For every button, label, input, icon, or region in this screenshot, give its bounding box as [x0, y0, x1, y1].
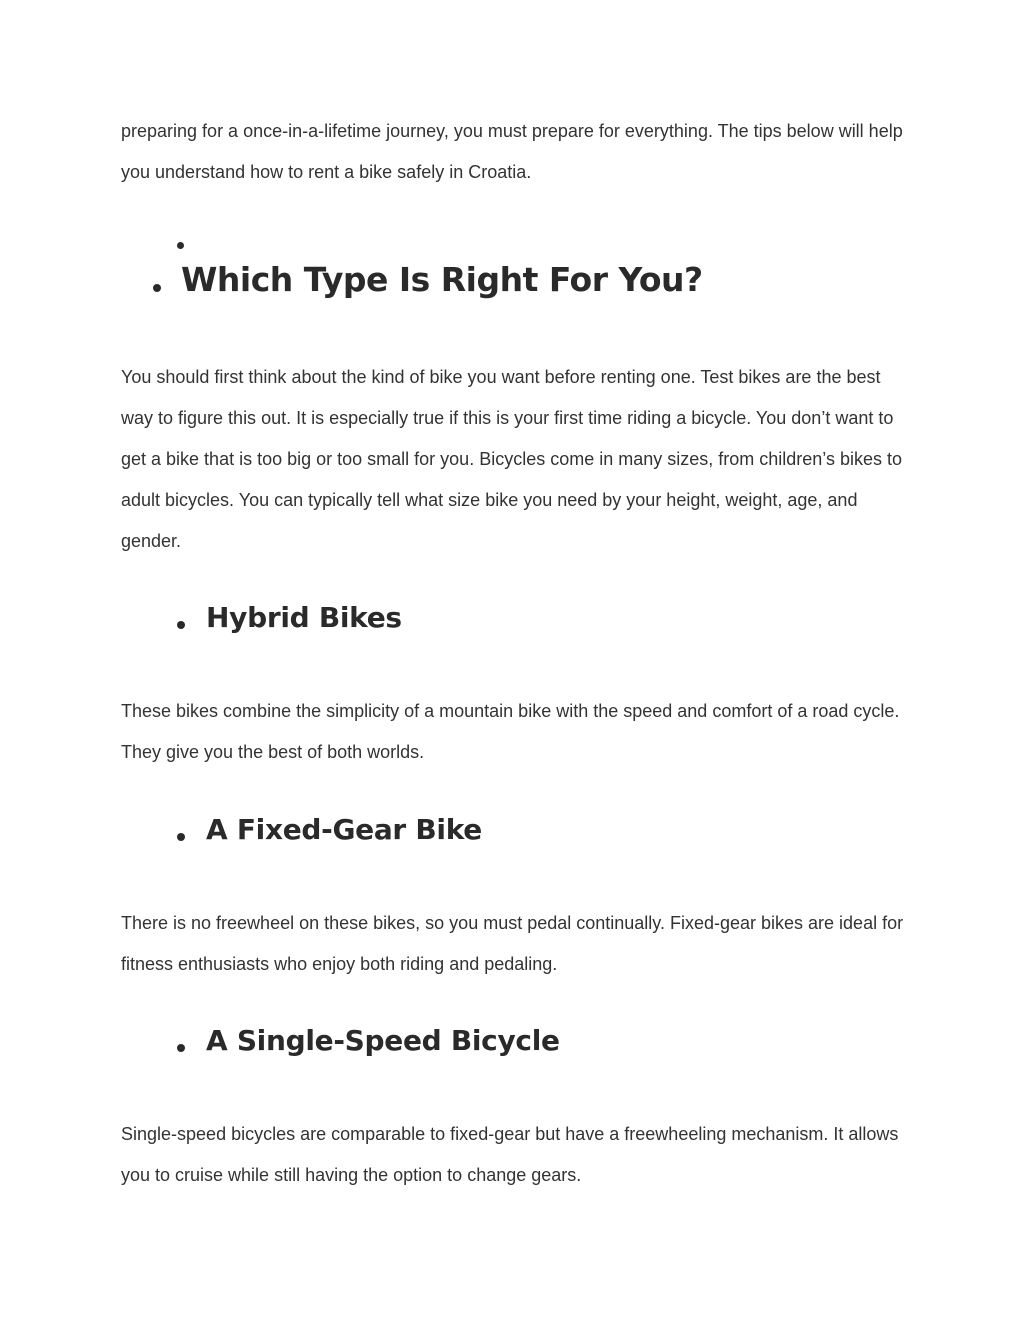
intro-paragraph: preparing for a once-in-a-lifetime journey, you must prepare for everything. The tips below will help you understand how to rent a bike safely in Croatia.	[121, 121, 903, 182]
section-heading-main: Which Type Is Right For You?	[181, 260, 703, 299]
section-hybrid-paragraph: These bikes combine the simplicity of a mountain bike with the speed and comfort of a road cycle. They give you the best of both worlds.	[121, 701, 900, 762]
list-bullet	[177, 1044, 185, 1052]
section-fixed-gear-paragraph: There is no freewheel on these bikes, so you must pedal continually. Fixed-gear bikes are ideal for fitness enthusiasts who enjoy both riding and pedaling.	[121, 913, 904, 974]
section-heading-fixed-gear: A Fixed-Gear Bike	[206, 813, 482, 846]
list-bullet	[153, 284, 161, 292]
section-heading-single-speed: A Single-Speed Bicycle	[206, 1024, 560, 1057]
section-heading-hybrid: Hybrid Bikes	[206, 601, 402, 634]
empty-list-bullet	[177, 242, 184, 249]
section-main-paragraph: You should first think about the kind of bike you want before renting one. Test bikes are the best way to figure this out. It is especially true if this is your first time riding a bicycle. You don’t want to get a bike that is too big or too small for you. Bicycles come in many sizes, from children’s bikes to adult bicycles. You can typically tell what size bike you need by your height, weight, age, and gender.	[121, 367, 903, 551]
list-bullet	[177, 621, 185, 629]
list-bullet	[177, 833, 185, 841]
section-single-speed-paragraph: Single-speed bicycles are comparable to fixed-gear but have a freewheeling mechanism. It allows you to cruise while still having the option to change gears.	[121, 1124, 899, 1185]
